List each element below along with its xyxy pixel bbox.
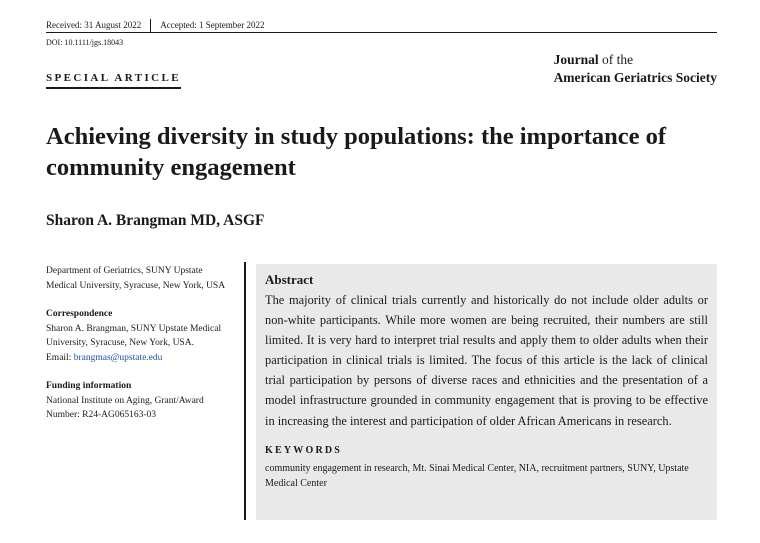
funding-heading: Funding information [46, 381, 132, 391]
journal-name-rest: of the [598, 52, 634, 67]
received-date: Received: 31 August 2022 [46, 20, 142, 30]
column-divider [244, 262, 246, 520]
keywords-list: community engagement in research, Mt. Sinai Medical Center, NIA, recruitment partners, SUNY, Upstate Medical Center [265, 462, 689, 489]
keywords-heading: KEYWORDS [265, 444, 343, 456]
doi: DOI: 10.1111/jgs.18043 [46, 38, 124, 47]
funding-block [46, 379, 236, 423]
date-separator [150, 19, 151, 33]
correspondence-text: Sharon A. Brangman, SUNY Upstate Medical University, Syracuse, New York, USA. [46, 323, 222, 348]
correspondence-block [46, 307, 236, 365]
funding-text: National Institute on Aging, Grant/Award Number: R24-AG065163-03 [46, 395, 204, 420]
email-line [46, 351, 236, 366]
header-rule [46, 32, 717, 33]
article-dates [46, 18, 264, 32]
correspondence-heading: Correspondence [46, 309, 113, 319]
section-label: SPECIAL ARTICLE [46, 72, 181, 89]
email-label: Email: [46, 352, 74, 363]
article-title: Achieving diversity in study populations: the importance of community engagement [46, 123, 667, 181]
email-link[interactable]: brangmas@upstate.edu [73, 352, 163, 363]
accepted-date: Accepted: 1 September 2022 [160, 20, 265, 30]
journal-society: American Geriatrics Society [553, 70, 717, 85]
affiliation: Department of Geriatrics, SUNY Upstate Medical University, Syracuse, New York, USA [46, 266, 226, 291]
journal-name-bold: Journal [553, 52, 599, 67]
abstract-heading: Abstract [265, 272, 314, 287]
abstract-text: The majority of clinical trials currently and historically do not include older adults or non-white participants. While more women are being recruited, their numbers are still limited. It is very hard to interpret trial results and apply them to older adults when their participation in clinical trials is limited. The focus of this article is the lack of clinical trial participation by persons of diverse races and ethnicities and the presentation of a model infrastructure grounded in community engagement that is proving to be effective in increasing the interest and participation of older African Americans in research. [265, 293, 708, 428]
author-name: Sharon A. Brangman MD, ASGF [46, 212, 265, 229]
journal-name [554, 51, 717, 87]
article-info-sidebar [46, 264, 236, 437]
abstract-box [256, 264, 717, 520]
